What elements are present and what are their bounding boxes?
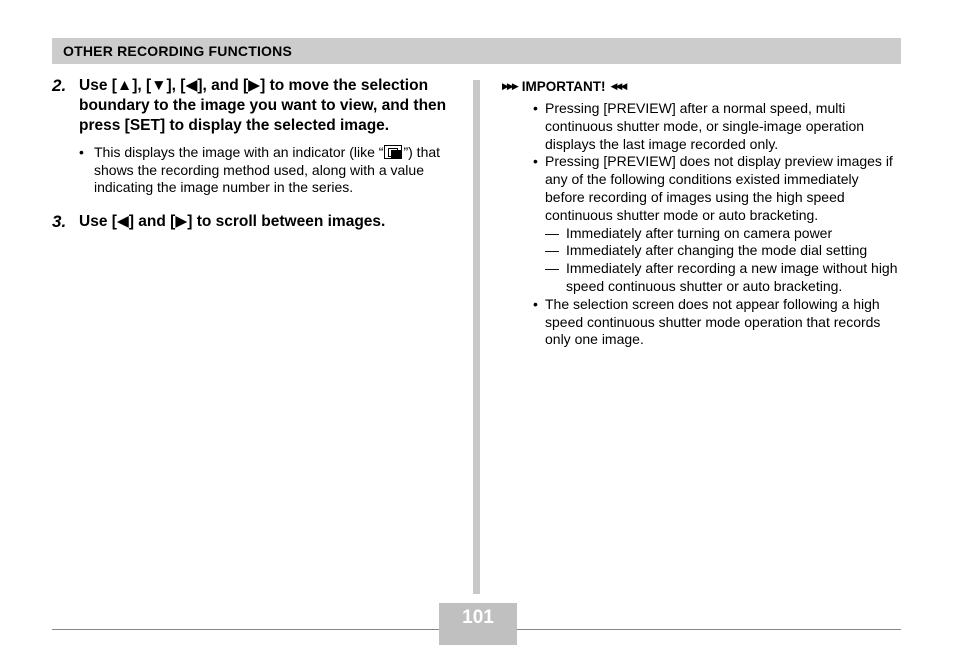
column-divider: [473, 80, 480, 594]
important-list: [502, 100, 902, 349]
step-instruction: Use [▲], [▼], [◀], and [▶] to move the selection boundary to the image you want to view, and then press [SET] to display the selected image.: [79, 77, 447, 134]
dash-mark: —: [545, 224, 559, 241]
important-heading: [502, 77, 902, 95]
step-2-note: [52, 144, 452, 197]
bullet-dot: •: [533, 295, 538, 312]
right-arrows-icon: ▶▶▶: [502, 80, 517, 91]
bullet-dot: •: [79, 144, 84, 160]
dash-item: [502, 225, 902, 243]
dash-item: [502, 260, 902, 296]
dash-item: [502, 242, 902, 260]
instructions-column: [52, 76, 452, 232]
note-text-end: ”) that shows the recording method used, along with a value indicating the image number in the series.: [94, 144, 441, 195]
dash-item-text: Immediately after changing the mode dial setting: [566, 242, 868, 259]
continuous-shutter-indicator-icon: [384, 145, 402, 159]
list-item: [502, 153, 902, 224]
important-title: IMPORTANT!: [521, 78, 606, 94]
list-item: [502, 100, 902, 153]
step-instruction: Use [◀] and [▶] to scroll between images.: [79, 212, 386, 230]
list-item-text: Pressing [PREVIEW] after a normal speed, multi continuous shutter mode, or single-image operation displays the last image recorded only.: [545, 100, 865, 152]
page-number-box: [439, 603, 517, 645]
left-arrows-icon: ◀◀◀: [610, 80, 626, 91]
step-number: 3.: [52, 211, 67, 231]
list-item: [502, 296, 902, 349]
page-number: 101: [462, 607, 494, 628]
bullet-dot: •: [533, 100, 538, 116]
note-text-start: This displays the image with an indicator (like “: [94, 144, 384, 160]
step-2: [52, 76, 452, 136]
dash-item-text: Immediately after recording a new image without high speed continuous shutter or auto bracketing.: [566, 260, 898, 294]
step-3: [52, 212, 452, 232]
dash-mark: —: [545, 260, 559, 277]
section-header-bar: [52, 38, 901, 64]
section-title: OTHER RECORDING FUNCTIONS: [63, 43, 292, 59]
list-item-text: Pressing [PREVIEW] does not display preview images if any of the following conditions existed immediately before recording of images using the high speed continuous shutter mode or auto bracketing.: [545, 153, 893, 223]
step-number: 2.: [52, 76, 67, 95]
dash-mark: —: [545, 242, 559, 259]
dash-item-text: Immediately after turning on camera power: [566, 224, 833, 241]
bullet-dot: •: [533, 153, 538, 170]
list-item-text: The selection screen does not appear following a high speed continuous shutter mode operation that records only one image.: [545, 295, 881, 348]
important-column: [502, 77, 902, 349]
